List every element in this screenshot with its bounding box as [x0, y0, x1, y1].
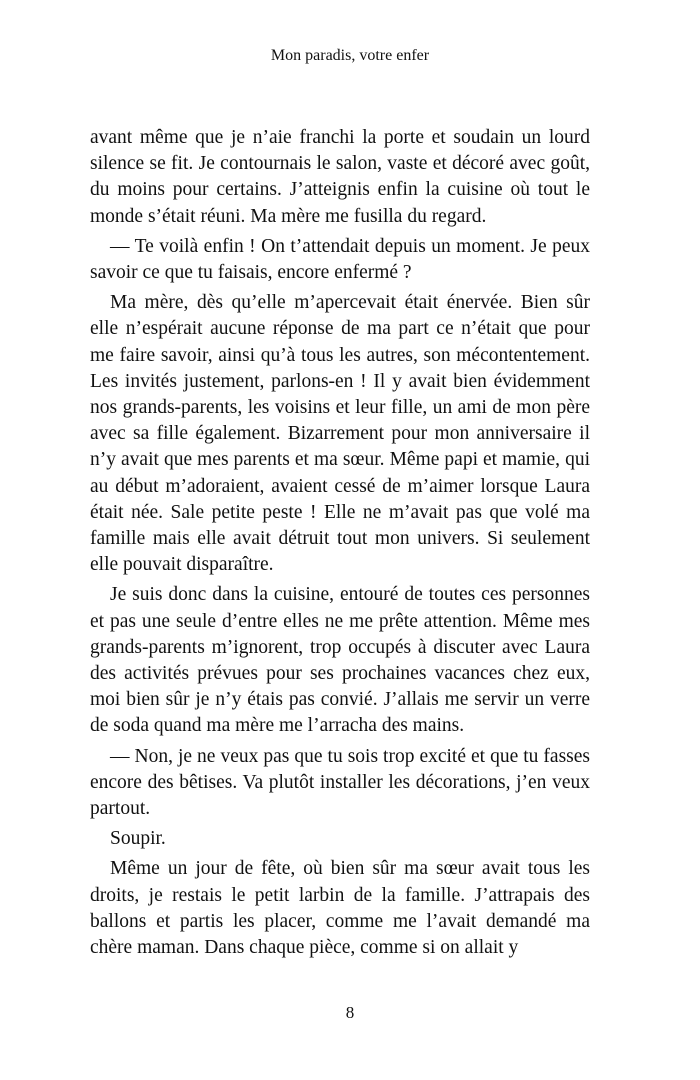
page-number: 8: [345, 1003, 355, 1022]
paragraph: — Te voilà enfin ! On t’attendait depuis un moment. Je peux savoir ce que tu faisais, encore enfermé ?: [90, 235, 590, 284]
paragraph: Je suis donc dans la cuisine, entouré de toutes ces personnes et pas une seule d’entre elles ne me prête attention. Même mes grands-parents m’ignorent, trop occupés à discuter avec Laura des activités prévues pour ses prochaines vacances chez eux, moi bien sûr je n’y étais pas convié. J’allais me servir un verre de soda quand ma mère me l’arracha des mains.: [90, 584, 590, 737]
paragraph: Même un jour de fête, où bien sûr ma sœur avait tous les droits, je restais le petit larbin de la famille. J’attrapais des ballons et partis les placer, comme me l’avait demandé ma chère maman. Dans chaque pièce, comme si on allait y: [90, 858, 590, 959]
paragraph: avant même que je n’aie franchi la porte et soudain un lourd silence se fit. Je contournais le salon, vaste et décoré avec goût, du moins pour certains. J’atteignis enfin la cuisine où tout le monde s’était réuni. Ma mère me fusilla du regard.: [90, 127, 590, 227]
page-body: [90, 125, 590, 961]
running-head-title: Mon paradis, votre enfer: [270, 47, 430, 64]
paragraph: Soupir.: [110, 828, 166, 850]
paragraph: — Non, je ne veux pas que tu sois trop excité et que tu fasses encore des bêtises. Va plutôt installer les décorations, j’en veux partout.: [90, 745, 590, 820]
paragraph: Ma mère, dès qu’elle m’apercevait était énervée. Bien sûr elle n’espérait aucune réponse de ma part ce n’était que pour me faire savoir, ainsi qu’à tous les autres, son mécontentement. Les invités justement, parlons-en ! Il y avait bien évidemment nos grands-parents, les voisins et leur fille, un ami de mon père avec sa fille également. Bizarrement pour mon anniversaire il n’y avait que mes parents et ma sœur. Même papi et mamie, qui au début m’adoraient, avaient cessé de m’aimer lorsque Laura était née. Sale petite peste ! Elle ne m’avait pas que volé ma famille mais elle avait détruit tout mon univers. Si seulement elle pouvait disparaître.: [90, 292, 590, 576]
